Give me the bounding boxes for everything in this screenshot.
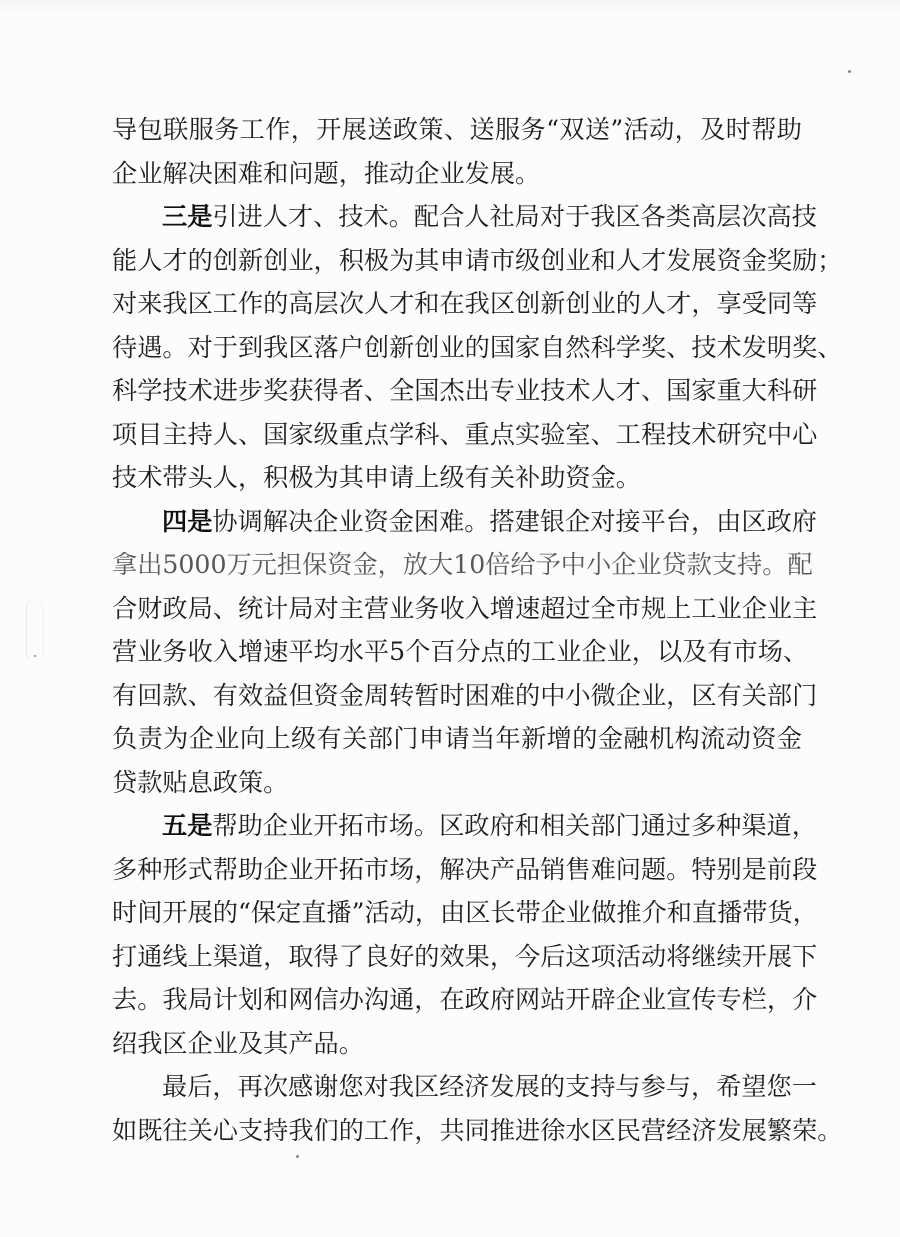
paragraph-start-line [112,195,817,239]
paragraph-marker: 四是 [162,505,213,536]
text-line: 项目主持人、国家级重点学科、重点实验室、工程技术研究中心 [112,419,818,449]
page-edge [0,0,900,14]
text-line: 科学技术进步奖获得者、全国杰出专业技术人才、国家重大科研 [112,376,818,405]
text-line: 导包联服务工作，开展送政策、送服务“双送”活动，及时帮助 [112,115,802,144]
paragraph-start-line [112,804,817,848]
text-line: 待遇。对于到我区落户创新创业的国家自然科学奖、技术发明奖、 [112,332,843,362]
text-line: 贷款贴息政策。 [112,767,289,797]
text-line: 合财政局、统计局对主营业务收入增速超过全市规上工业企业主 [112,593,818,623]
text-run: 引进人才、技术。配合人社局对于我区各类高层次高技 [212,202,817,231]
closing-line: 如既往关心支持我们的工作，共同推进徐水区民营经济发展繁荣。 [112,1115,843,1145]
text-line: 时间开展的“保定直播”活动，由区长带企业做推介和直播带货， [112,898,818,927]
closing-paragraph-start: 最后，再次感谢您对我区经济发展的支持与参与，希望您一 [162,1072,817,1101]
text-line: 企业解决困难和问题，推动企业发展。 [112,158,541,188]
paper-speck [34,655,36,657]
paper-speck [848,70,851,73]
letter-body [112,108,843,1152]
text-run: 帮助企业开拓市场。区政府和相关部门通过多种渠道， [212,811,817,840]
text-line: 能人才的创新创业，积极为其申请市级创业和人才发展资金奖励； [112,245,843,275]
text-line: 绍我区企业及其产品。 [112,1028,364,1058]
paragraph-start-line [112,500,817,544]
paragraph-marker: 三是 [162,201,213,231]
text-line: 营业务收入增速平均水平5个百分点的工业企业，以及有市场、 [112,637,809,666]
text-run: 协调解决企业资金困难。搭建银企对接平台，由区政府 [212,506,817,536]
text-line: 多种形式帮助企业开拓市场，解决产品销售难问题。特别是前段 [112,854,818,884]
paper-speck [296,1155,299,1158]
text-line: 去。我局计划和网信办沟通，在政府网站开辟企业宣传专栏，介 [112,985,818,1014]
text-line: 有回款、有效益但资金周转暂时困难的中小微企业，区有关部门 [112,680,818,710]
paragraph-marker: 五是 [162,810,213,840]
text-line: 打通线上渠道，取得了良好的效果，今后这项活动将继续开展下 [112,941,818,971]
text-line: 拿出5000万元担保资金，放大10倍给予中小企业贷款支持。配 [112,550,813,579]
text-line: 负责为企业向上级有关部门申请当年新增的金融机构流动资金 [112,724,802,753]
text-line: 技术带头人，积极为其申请上级有关补助资金。 [112,463,641,492]
paper-crease [26,600,44,662]
text-line: 对来我区工作的高层次人才和在我区创新创业的人才，享受同等 [112,289,818,318]
